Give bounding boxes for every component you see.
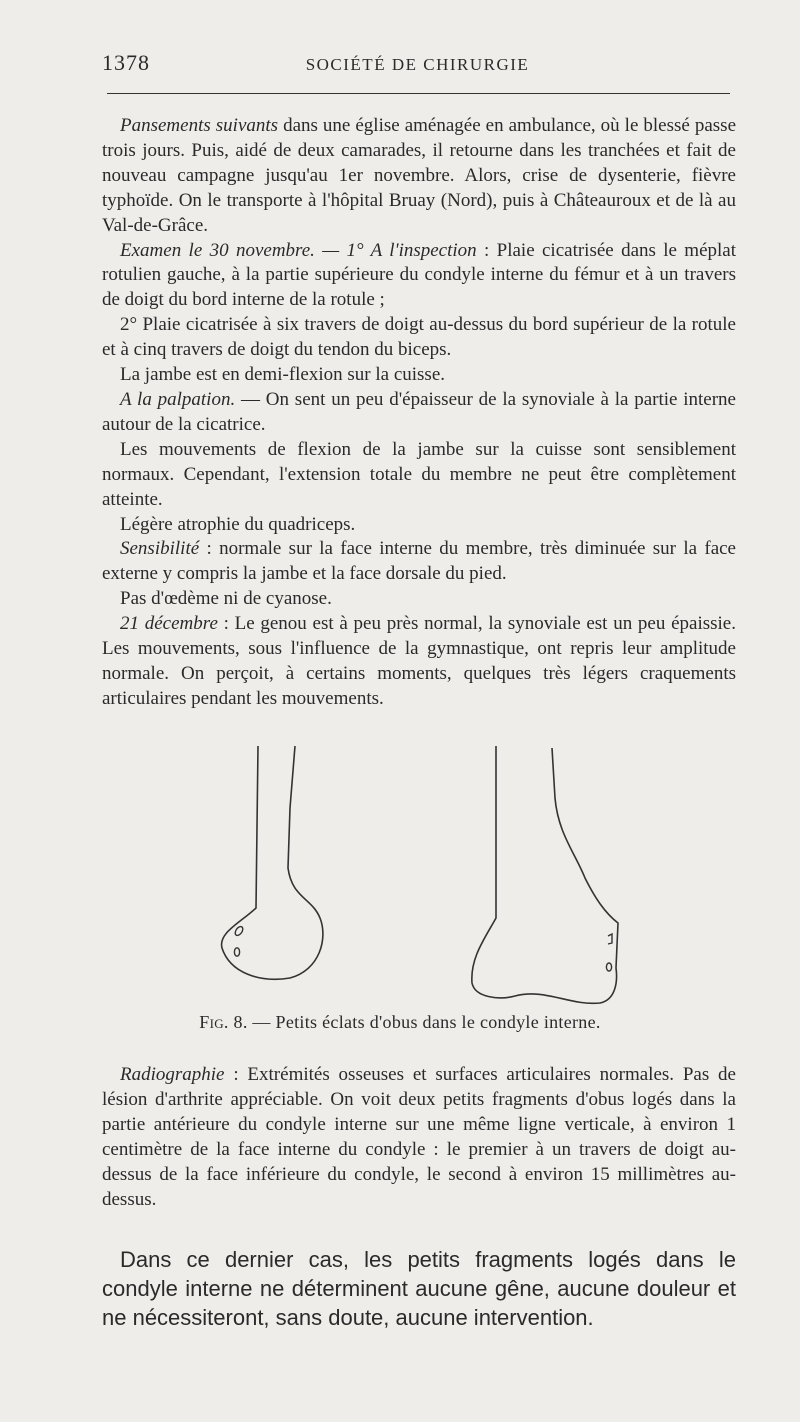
fragment-lower-left xyxy=(234,948,239,956)
paragraph: La jambe est en demi-flexion sur la cuisse. xyxy=(120,364,446,386)
paragraph: Sensibilité : normale sur la face interne du membre, très diminuée sur la face externe y compris la jambe et la face dorsale du pied. xyxy=(102,538,736,585)
body-text-after-figure xyxy=(102,1063,736,1212)
figure-caption-text: — Petits éclats d'obus dans le condyle interne. xyxy=(247,1012,601,1032)
figure-condyle-drawings xyxy=(200,738,630,1028)
header-rule xyxy=(107,93,730,94)
paragraph: 2° Plaie cicatrisée à six travers de doigt au-dessus du bord supérieur de la rotule et à cinq travers de doigt du tendon du biceps. xyxy=(102,314,736,361)
paragraph: Examen le 30 novembre. — 1° A l'inspection : Plaie cicatrisée dans le méplat rotulien gauche, à la partie supérieure du condyle interne du fémur et à un travers de doigt du bord interne de la rotule ; xyxy=(102,239,737,311)
page-number: 1378 xyxy=(102,50,150,75)
paragraph: Légère atrophie du quadriceps. xyxy=(120,513,356,535)
body-text xyxy=(102,114,736,712)
conclusion-text xyxy=(102,1245,736,1332)
paragraph: Pas d'œdème ni de cyanose. xyxy=(120,588,332,610)
paragraph: Les mouvements de flexion de la jambe sur la cuisse sont sensiblement normaux. Cependant, l'extension totale du membre ne peut être complètement atteinte. xyxy=(102,438,736,510)
figure-label: Fig. 8. xyxy=(199,1012,248,1032)
conclusion-paragraph: Dans ce dernier cas, les petits fragments logés dans le condyle interne ne déterminent aucune gêne, aucune douleur et ne nécessiteront, sans doute, aucune intervention. xyxy=(102,1247,736,1330)
paragraph: Radiographie : Extrémités osseuses et surfaces articulaires normales. Pas de lésion d'arthrite appréciable. On voit deux petits fragments d'obus logés dans la partie antérieure du condyle interne sur une même ligne verticale, à environ 1 centimètre de la face interne du condyle : le premier à un travers de doigt au-dessus de la face inférieure du condyle, le second à environ 15 millimètres au-dessus. xyxy=(102,1064,736,1210)
page-header xyxy=(100,50,735,80)
right-femur-frontal-view xyxy=(472,746,618,1003)
fragment-upper-left xyxy=(234,925,245,937)
paragraph: 21 décembre : Le genou est à peu près normal, la synoviale est un peu épaissie. Les mouvements, sous l'influence de la gymnastique, ont repris leur amplitude normale. On perçoit, à certains moments, quelques très légers craquements articulaires pendant les mouvements. xyxy=(102,613,736,709)
fragment-upper-right xyxy=(608,934,612,944)
running-title: SOCIÉTÉ DE CHIRURGIE xyxy=(305,55,530,74)
figure-caption xyxy=(0,1012,800,1033)
left-femur-lateral-view xyxy=(222,746,323,979)
paragraph: A la palpation. — On sent un peu d'épaisseur de la synoviale à la partie interne autour de la cicatrice. xyxy=(102,388,736,435)
paragraph: Pansements suivants dans une église aménagée en ambulance, où le blessé passe trois jours. Puis, aidé de deux camarades, il retourne dans les tranchées et fait de nouveau campagne jusqu'au 1er novembre. Alors, crise de dysenterie, fièvre typhoïde. On le transporte à l'hôpital Bruay (Nord), puis à Châteauroux et de là au Val-de-Grâce. xyxy=(102,115,736,236)
fragment-lower-right xyxy=(606,963,611,971)
